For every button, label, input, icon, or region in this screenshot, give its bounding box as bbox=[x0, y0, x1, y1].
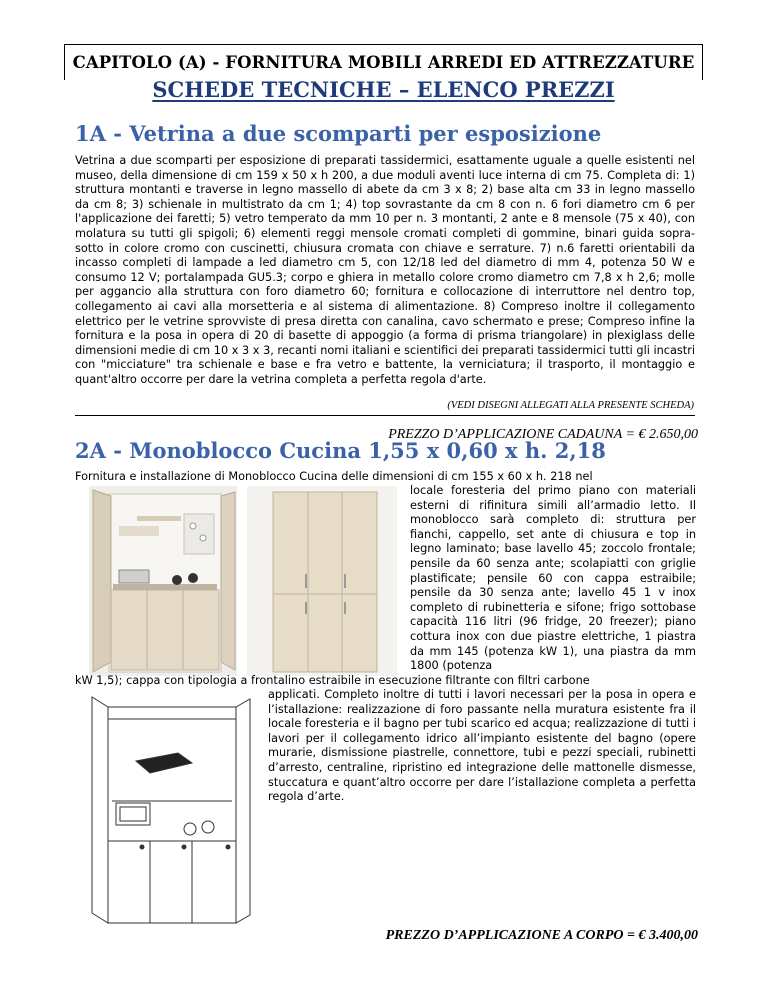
section-2-specs: locale foresteria del primo piano con materiali esterni di rifinitura simili all’armadio letto. Il monoblocco sarà completo di: struttura per fianchi, cappello, set ante di chiusura e top in legno laminato; base lavello 45; zoccolo frontale; pensile da 60 senza ante; scolapiatti con griglie plastificate; pensile 60 con cappa estraibile; pensile da 30 senza ante; lavello 45 1 v inox completo di rubinetteria e sifone; frigo sottobase capacità 116 litri (96 fridge, 20 freezer); piano cottura inox con due piastre elettriche, 1 piastra da mm 145 (potenza kW 1), una piastra da mm 1800 (potenza bbox=[410, 484, 696, 673]
section-1-note: (VEDI DISEGNI ALLEGATI ALLA PRESENTE SCHEDA) bbox=[447, 400, 694, 411]
section-2-specs-continued: kW 1,5); cappa con tipologia a frontalino estraibile in esecuzione filtrante con filtri carbone bbox=[75, 674, 590, 687]
section-2-price: PREZZO D’APPLICAZIONE A CORPO = € 3.400,00 bbox=[385, 928, 698, 943]
section-2-installation: applicati. Completo inoltre di tutti i lavori necessari per la posa in opera e l’istallazione: realizzazione di foro passante nella muratura esistente fra il locale foresteria e il bagno per tubi scarico ed acqua; realizzazione di tutti i lavori per il collegamento idrico all’impianto esistente del bagno (opere murarie, dismissione piastrelle, connettore, tubi e pezzi speciali, rubinetti d’arresto, centraline, ripristino ed integrazione delle mattonelle dismesse, stuccatura e quant’altro occorre per dare l’istallazione completa a perfetta regola d’arte. bbox=[268, 688, 696, 804]
section-1-description: Vetrina a due scomparti per esposizione di preparati tassidermici, esattamente uguale a quelle esistenti nel museo, della dimensione di cm 159 x 50 x h 200, a due moduli aventi luce interna di cm 75. Completa di: 1) struttura montanti e traverse in legno massello di abete da cm 3 x 8; 2) base alta cm 33 in legno massello da cm 8; 3) schienale in multistrato da cm 1; 4) top sovrastante da cm 8 con n. 6 fori diametro cm 6 per l'applicazione dei faretti; 5) vetro temperato da mm 10 per n. 3 montanti, 2 ante e 8 mensole (75 x 40), con molatura su tutti gli spigoli; 6) elementi reggi mensole cromati completi di gommine, binari guida sopra-sotto in colore cromo con cuscinetti, chiusura cromata con chiave e serrature. 7) n.6 faretti orientabili da incasso completi di lampade a led diametro cm 5, con 12/18 led del diametro di mm 4, potenza 50 W e consumo 12 V; portalampada GU5.3; corpo e ghiera in metallo colore cromo diametro cm 7,8 x h 2,6; molle per aggancio alla struttura con foro diametro 60; fornitura e collocazione di interruttore nel dentro top, collegamento ai cavi alla morsetteria e al sistema di alimentazione. 8) Compreso inoltre il collegamento elettrico per le vetrine sprovviste di presa diretta con canalina, cavo schermato e prese; Compreso infine la fornitura e la posa in opera di 20 di basette di appoggio (a forma di prisma triangolare) in plexiglass delle dimensioni medie di cm 10 x 3 x 3, recanti nomi italiani e scientifici dei preparati tassidermici tutti gli incastri con "micciature" tra schienale e base e fra vetro e battente, la verniciatura; il trasporto, il montaggio e quant'altro occorre per dare la vetrina completa a perfetta regola d'arte. bbox=[75, 154, 695, 386]
section-2-intro: Fornitura e installazione di Monoblocco Cucina delle dimensioni di cm 155 x 60 x h. 218 nel bbox=[75, 470, 593, 483]
section-1-title: 1A - Vetrina a due scomparti per esposizione bbox=[75, 121, 602, 146]
section-divider bbox=[75, 415, 695, 416]
kitchen-closed-photo bbox=[247, 486, 397, 676]
kitchen-line-drawing bbox=[82, 691, 254, 931]
chapter-heading: CAPITOLO (A) - FORNITURA MOBILI ARREDI ED ATTREZZATURE bbox=[72, 53, 695, 72]
page-title: SCHEDE TECNICHE – ELENCO PREZZI bbox=[152, 77, 615, 102]
section-2-title: 2A - Monoblocco Cucina 1,55 x 0,60 x h. 2,18 bbox=[75, 438, 606, 463]
kitchen-open-photo bbox=[89, 486, 237, 676]
chapter-header-box bbox=[64, 44, 703, 80]
section-1-price: PREZZO D’APPLICAZIONE CADAUNA = € 2.650,00 bbox=[388, 427, 698, 442]
